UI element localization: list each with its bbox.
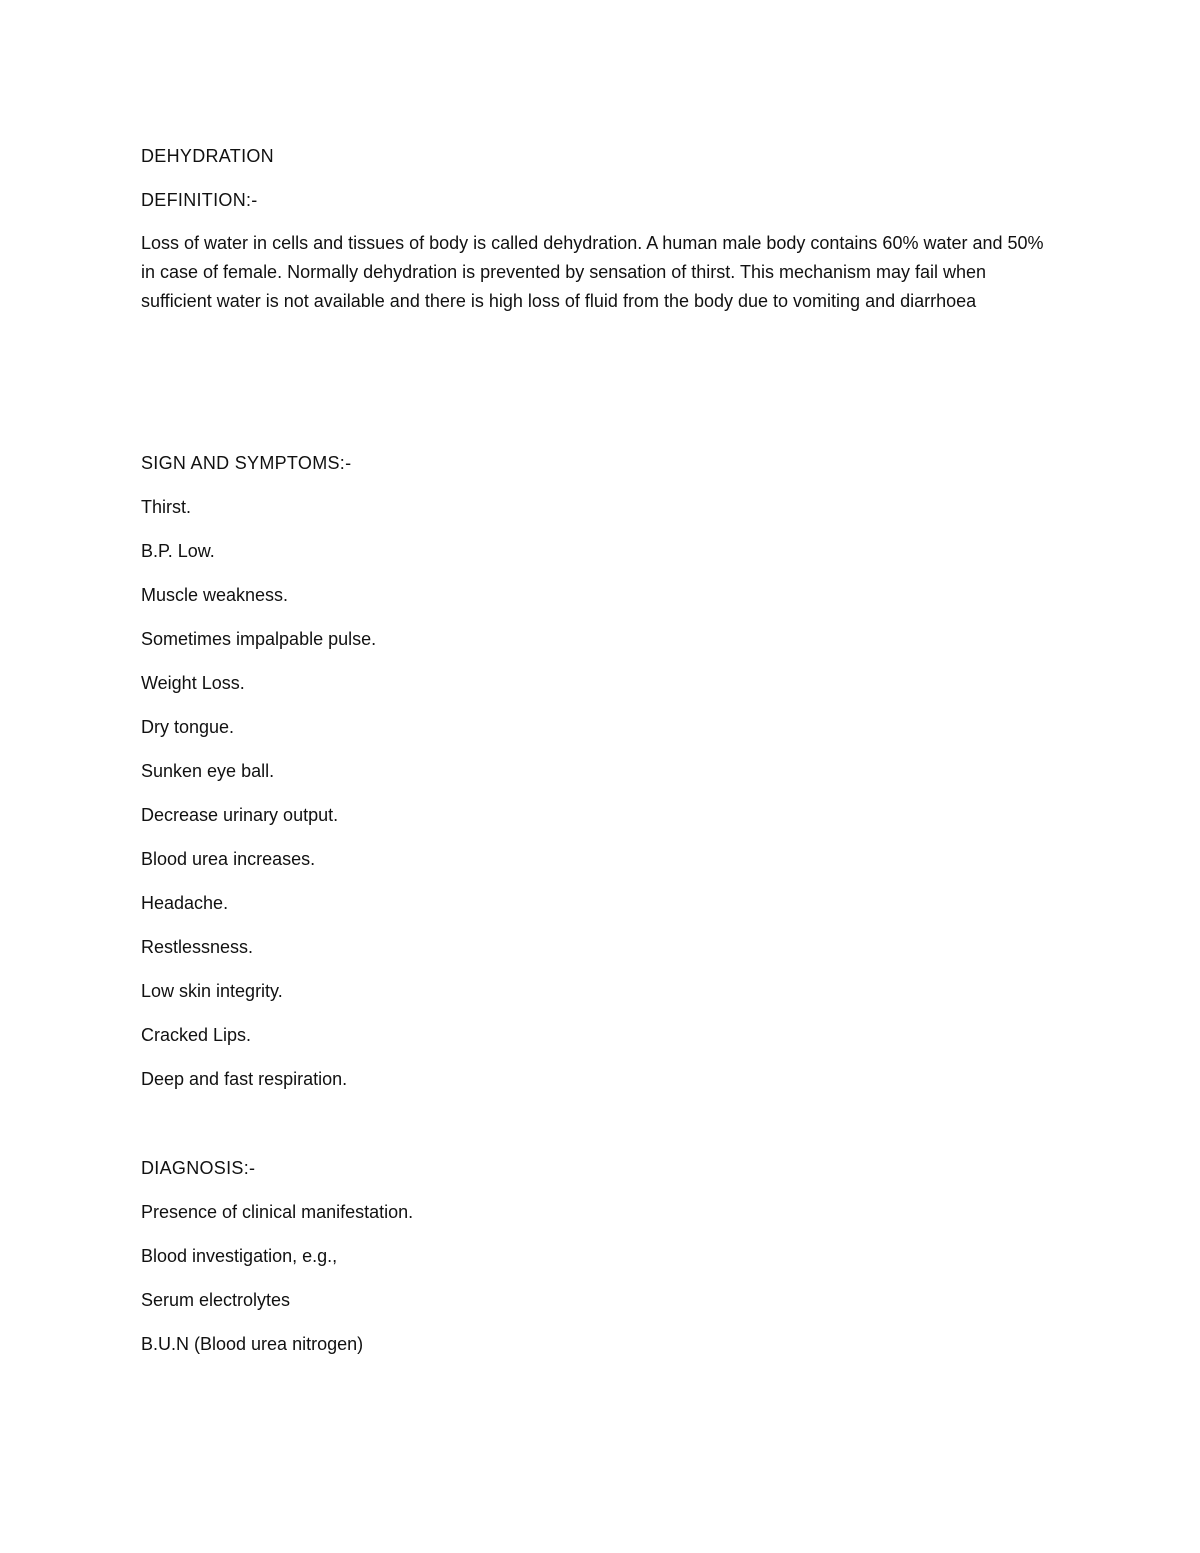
signs-heading: SIGN AND SYMPTOMS:-	[141, 453, 352, 473]
diagnosis-heading: DIAGNOSIS:-	[141, 1158, 256, 1178]
definition-heading: DEFINITION:-	[141, 190, 258, 210]
list-item: Serum electrolytes	[141, 1290, 291, 1310]
list-item: Restlessness.	[141, 937, 254, 957]
list-item: Headache.	[141, 893, 229, 913]
list-item: Presence of clinical manifestation.	[141, 1202, 414, 1222]
document-title: DEHYDRATION	[141, 146, 274, 166]
list-item: Low skin integrity.	[141, 981, 283, 1001]
definition-paragraph: Loss of water in cells and tissues of body is called dehydration. A human male body contains 60% water and 50% in case of female. Normally dehydration is prevented by sensation of thirst. This mechanism may fail when sufficient water is not available and there is high loss of fluid from the body due to vomiting and diarrhoea	[141, 233, 1044, 311]
list-item: Blood investigation, e.g.,	[141, 1246, 338, 1266]
list-item: Sometimes impalpable pulse.	[141, 629, 377, 649]
list-item: Blood urea increases.	[141, 849, 316, 869]
list-item: Cracked Lips.	[141, 1025, 252, 1045]
list-item: B.U.N (Blood urea nitrogen)	[141, 1334, 364, 1354]
list-item: B.P. Low.	[141, 541, 215, 561]
list-item: Deep and fast respiration.	[141, 1069, 348, 1089]
list-item: Sunken eye ball.	[141, 761, 275, 781]
list-item: Decrease urinary output.	[141, 805, 339, 825]
list-item: Weight Loss.	[141, 673, 245, 693]
list-item: Thirst.	[141, 497, 192, 517]
list-item: Dry tongue.	[141, 717, 235, 737]
list-item: Muscle weakness.	[141, 585, 289, 605]
